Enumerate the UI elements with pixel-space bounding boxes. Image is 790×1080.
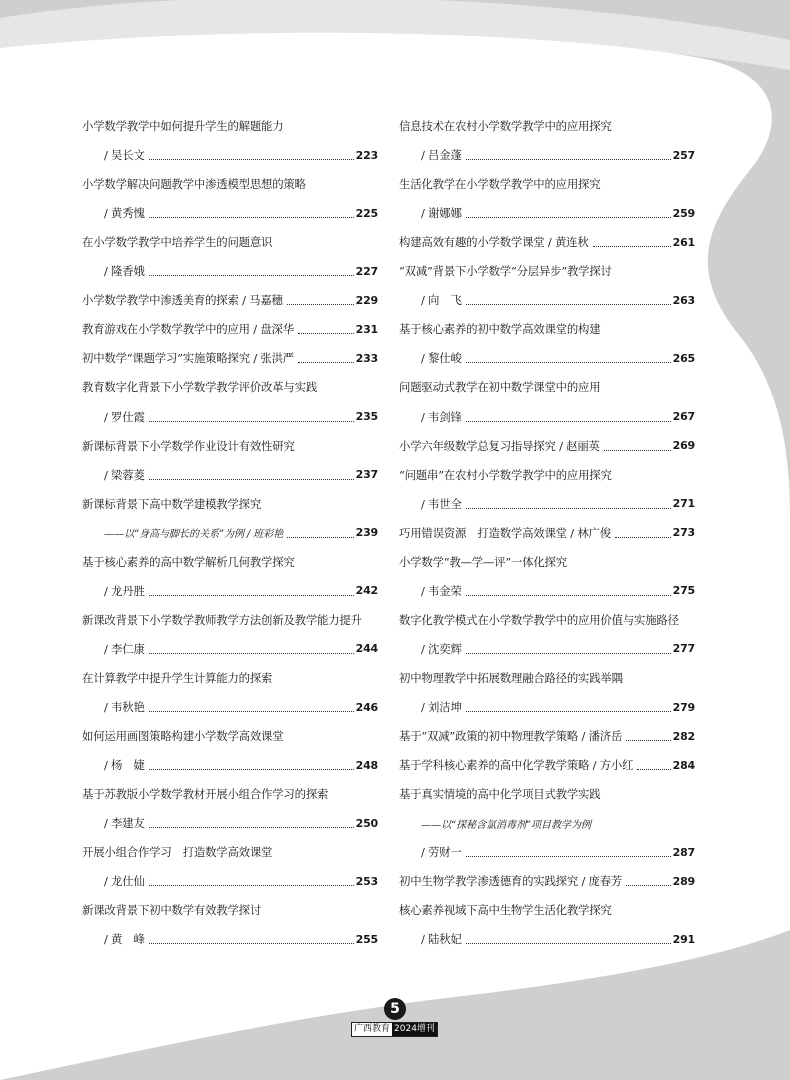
toc-entry-author <box>82 466 378 484</box>
dot-leader <box>466 295 671 305</box>
toc-page-number: 229 <box>355 293 378 307</box>
toc-entry-author <box>82 814 378 832</box>
toc-entry-title <box>399 756 695 774</box>
toc-page-number: 225 <box>355 206 378 220</box>
toc-entry-title <box>82 901 378 919</box>
toc-title-text: 如何运用画图策略构建小学数学高效课堂 <box>82 729 284 744</box>
toc-author-text: / 吴长文 <box>104 148 145 163</box>
toc-entry-title <box>399 175 695 193</box>
toc-page-number: 289 <box>672 874 695 888</box>
journal-issue: 2024增刊 <box>394 1024 435 1034</box>
toc-page-number: 263 <box>672 293 695 307</box>
toc-page-number: 259 <box>672 206 695 220</box>
toc-entry-author <box>399 698 695 716</box>
dot-leader <box>615 528 671 538</box>
dot-leader <box>466 208 671 218</box>
dot-leader <box>466 847 671 857</box>
toc-title-text: 新课标背景下高中数学建模教学探究 <box>82 496 262 511</box>
toc-entry-title <box>82 495 378 513</box>
toc-entry-title <box>399 872 695 890</box>
toc-entry-author <box>82 408 378 426</box>
dot-leader <box>149 412 354 422</box>
dot-leader <box>466 934 671 944</box>
toc-page-number: 282 <box>672 729 695 743</box>
dot-leader <box>466 412 671 422</box>
toc-page-number: 279 <box>672 700 695 714</box>
toc-title-text: 构建高效有趣的小学数学课堂 / 黄连秋 <box>399 235 589 250</box>
toc-page-number: 271 <box>672 497 695 511</box>
toc-entry-title <box>399 553 695 571</box>
toc-page-number: 273 <box>672 526 695 540</box>
toc-author-text: / 沈奕辉 <box>421 641 462 656</box>
toc-author-text: / 韦金荣 <box>421 583 462 598</box>
dot-leader <box>466 644 671 654</box>
toc-title-text: 基于“双减”政策的初中物理教学策略 / 潘济岳 <box>399 729 623 744</box>
toc-entry-title <box>82 553 378 571</box>
dot-leader <box>298 324 354 334</box>
toc-author-text: / 黎仕峻 <box>421 351 462 366</box>
dot-leader <box>626 731 670 741</box>
toc-title-text: 新课改背景下初中数学有效教学探讨 <box>82 903 262 918</box>
journal-tag <box>351 1022 438 1037</box>
toc-subtitle-text: ——以“探秘含氯消毒剂”项目教学为例 <box>421 819 591 831</box>
toc-page-number: 231 <box>355 322 378 336</box>
toc-author-text: / 李仁康 <box>104 641 145 656</box>
toc-page-number: 237 <box>355 468 378 482</box>
toc-page-number: 291 <box>672 932 695 946</box>
toc-entry-author <box>399 204 695 222</box>
toc-page-number: 269 <box>672 439 695 453</box>
toc-page-number: 267 <box>672 410 695 423</box>
toc-entry-author <box>399 495 695 513</box>
toc-author-text: / 龙仕仙 <box>104 874 145 889</box>
toc-page-number: 277 <box>672 642 695 656</box>
toc-author-text: / 韦剑锋 <box>421 409 462 424</box>
toc-entry-title <box>82 785 378 803</box>
dot-leader <box>466 150 671 160</box>
toc-title-text: 小学六年级数学总复习指导探究 / 赵丽英 <box>399 438 600 453</box>
toc-title-text: “双减”背景下小学数学“分层异步”教学探讨 <box>399 264 612 279</box>
toc-entry-author <box>399 843 695 861</box>
toc-page-number: 265 <box>672 351 695 365</box>
toc-title-text: 在计算教学中提升学生计算能力的探索 <box>82 670 273 685</box>
toc-page-number: 287 <box>672 845 695 859</box>
toc-author-text: / 黄秀愧 <box>104 206 145 221</box>
toc-title-text: 教育数字化背景下小学数学教学评价改革与实践 <box>82 380 318 395</box>
toc-author-text: / 梁蓉菱 <box>104 467 145 482</box>
toc-title-text: 新课标背景下小学数学作业设计有效性研究 <box>82 438 295 453</box>
dot-leader <box>149 586 354 596</box>
toc-entry-title <box>82 611 378 629</box>
toc-title-text: 新课改背景下小学数学教师教学方法创新及教学能力提升 <box>82 612 362 627</box>
toc-entry-title <box>399 524 695 542</box>
toc-entry-author <box>82 582 378 600</box>
toc-author-text: / 隆香娥 <box>104 264 145 279</box>
toc-title-text: 信息技术在农村小学数学教学中的应用探究 <box>399 119 612 133</box>
toc-title-text: 初中数学“课题学习”实施策略探究 / 张洪严 <box>82 351 294 366</box>
dot-leader <box>593 237 671 247</box>
toc-title-text: 小学数学教学中渗透美育的探索 / 马嘉穗 <box>82 293 283 308</box>
toc-title-text: 小学数学解决问题教学中渗透模型思想的策略 <box>82 177 306 192</box>
toc-entry-author <box>82 872 378 890</box>
dot-leader <box>287 295 354 305</box>
dot-leader <box>149 644 354 654</box>
toc-entry-title <box>82 117 378 135</box>
toc-author-text: / 刘洁坤 <box>421 700 462 714</box>
dot-leader <box>149 760 354 770</box>
dot-leader <box>287 528 354 538</box>
toc-author-text: / 劳财一 <box>421 845 462 860</box>
toc-page-number: 275 <box>672 584 695 598</box>
dot-leader <box>626 876 671 886</box>
toc-entry-title <box>82 320 378 338</box>
toc-entry-subtitle <box>82 524 378 542</box>
toc-page-number: 284 <box>672 758 695 772</box>
toc-entry-title <box>399 901 695 919</box>
toc-entry-title <box>399 727 695 745</box>
toc-entry-author <box>399 640 695 658</box>
toc-title-text: 初中生物学教学渗透德育的实践探究 / 庞春芳 <box>399 874 623 889</box>
toc-page-number: 227 <box>355 264 378 278</box>
toc-entry-author <box>82 146 378 164</box>
toc-entry-title <box>82 175 378 193</box>
toc-title-text: 教育游戏在小学数学教学中的应用 / 盘深华 <box>82 322 294 337</box>
toc-author-text: / 杨 婕 <box>104 758 145 773</box>
toc-entry-author <box>82 262 378 280</box>
toc-title-text: 基于苏教版小学数学教材开展小组合作学习的探索 <box>82 787 329 802</box>
toc-title-text: 基于核心素养的初中数学高效课堂的构建 <box>399 322 601 337</box>
toc-author-text: / 吕金蓬 <box>421 148 462 163</box>
dot-leader <box>466 353 671 363</box>
toc-author-text: / 谢娜娜 <box>421 206 462 221</box>
toc-page-number: 239 <box>355 526 378 540</box>
toc-author-text: / 龙丹胜 <box>104 583 145 598</box>
toc-author-text: / 李建友 <box>104 816 145 831</box>
toc-title-text: 基于学科核心素养的高中化学教学策略 / 方小红 <box>399 758 634 773</box>
dot-leader <box>149 934 354 944</box>
toc-entry-title <box>399 233 695 251</box>
toc-title-text: 小学数学“教—学—评”一体化探究 <box>399 554 567 569</box>
toc-entry-author <box>82 698 378 716</box>
toc-entry-title <box>399 117 695 135</box>
toc-page-number: 250 <box>355 816 378 830</box>
dot-leader <box>466 702 671 712</box>
toc-page-number: 257 <box>672 148 695 162</box>
toc-title-text: 基于真实情境的高中化学项目式教学实践 <box>399 787 601 802</box>
toc-entry-author <box>82 756 378 774</box>
toc-entry-title <box>82 291 378 309</box>
toc-title-text: “问题串”在农村小学数学教学中的应用探究 <box>399 467 612 482</box>
toc-page-number: 242 <box>355 584 378 598</box>
toc-entry-title <box>82 378 378 396</box>
toc-entry-author <box>82 204 378 222</box>
dot-leader <box>149 266 354 276</box>
toc-page-number: 246 <box>355 700 378 714</box>
toc-entry-title <box>82 437 378 455</box>
toc-entry-author <box>399 291 695 309</box>
toc-entry-title <box>399 437 695 455</box>
toc-page-number: 255 <box>355 932 378 946</box>
toc-entry-title <box>82 727 378 745</box>
toc-title-text: 开展小组合作学习 打造数学高效课堂 <box>82 845 273 860</box>
toc-title-text: 初中物理教学中拓展数理融合路径的实践举隅 <box>399 670 623 685</box>
toc-entry-title <box>399 611 695 629</box>
toc-title-text: 数字化教学模式在小学数学教学中的应用价值与实施路径 <box>399 612 679 627</box>
toc-author-text: / 罗仕霞 <box>104 409 145 424</box>
dot-leader <box>149 150 354 160</box>
dot-leader <box>149 208 354 218</box>
toc-author-text: / 陆秋妃 <box>421 932 462 947</box>
toc-entry-title <box>399 466 695 484</box>
toc-entry-title <box>399 262 695 280</box>
toc-title-text: 巧用错误资源 打造数学高效课堂 / 林广俊 <box>399 525 611 540</box>
toc-author-text: / 向 飞 <box>421 293 462 308</box>
toc-entry-title <box>82 349 378 367</box>
toc-title-text: 问题驱动式教学在初中数学课堂中的应用 <box>399 380 601 395</box>
toc-page-number: 248 <box>355 758 378 772</box>
toc-entry-author <box>82 640 378 658</box>
toc-entry-title <box>399 378 695 396</box>
toc-author-text: / 韦秋艳 <box>104 700 145 714</box>
toc-title-text: 基于核心素养的高中数学解析几何教学探究 <box>82 554 295 569</box>
toc-entry-title <box>82 843 378 861</box>
toc-entry-author <box>399 930 695 948</box>
page-number-badge: 5 <box>384 998 406 1020</box>
toc-entry-author <box>399 349 695 367</box>
toc-title-text: 核心素养视域下高中生物学生活化教学探究 <box>399 903 612 918</box>
toc-title-text: 生活化教学在小学数学教学中的应用探究 <box>399 177 601 192</box>
dot-leader <box>298 353 354 363</box>
dot-leader <box>149 876 354 886</box>
toc-page-number: 223 <box>355 148 378 162</box>
toc-entry-title <box>399 785 695 803</box>
toc-subtitle-text: ——以“身高与脚长的关系”为例 / 班彩艳 <box>104 529 284 541</box>
toc-title-text: 小学数学教学中如何提升学生的解题能力 <box>82 119 284 133</box>
dot-leader <box>466 586 671 596</box>
toc-page-number: 244 <box>355 642 378 656</box>
toc-entry-title <box>82 233 378 251</box>
toc-page-number: 253 <box>355 874 378 888</box>
journal-name: 广西教育 <box>354 1024 391 1034</box>
toc-entry-author <box>82 930 378 948</box>
toc-page-number: 261 <box>672 235 695 249</box>
toc-title-text: 在小学数学教学中培养学生的问题意识 <box>82 235 273 250</box>
toc-author-text: / 黄 峰 <box>104 932 145 947</box>
dot-leader <box>149 702 354 712</box>
toc-entry-title <box>399 669 695 687</box>
toc-entry-author <box>399 146 695 164</box>
dot-leader <box>149 470 354 480</box>
toc-author-text: / 韦世全 <box>421 496 462 511</box>
toc-page-number: 233 <box>355 351 378 365</box>
dot-leader <box>637 760 670 770</box>
dot-leader <box>466 499 671 509</box>
toc-page-number: 235 <box>355 410 378 423</box>
dot-leader <box>604 441 671 451</box>
dot-leader <box>149 818 354 828</box>
toc-entry-title <box>82 669 378 687</box>
toc-entry-subtitle <box>399 814 695 832</box>
toc-entry-author <box>399 582 695 600</box>
toc-entry-author <box>399 408 695 426</box>
toc-entry-title <box>399 320 695 338</box>
